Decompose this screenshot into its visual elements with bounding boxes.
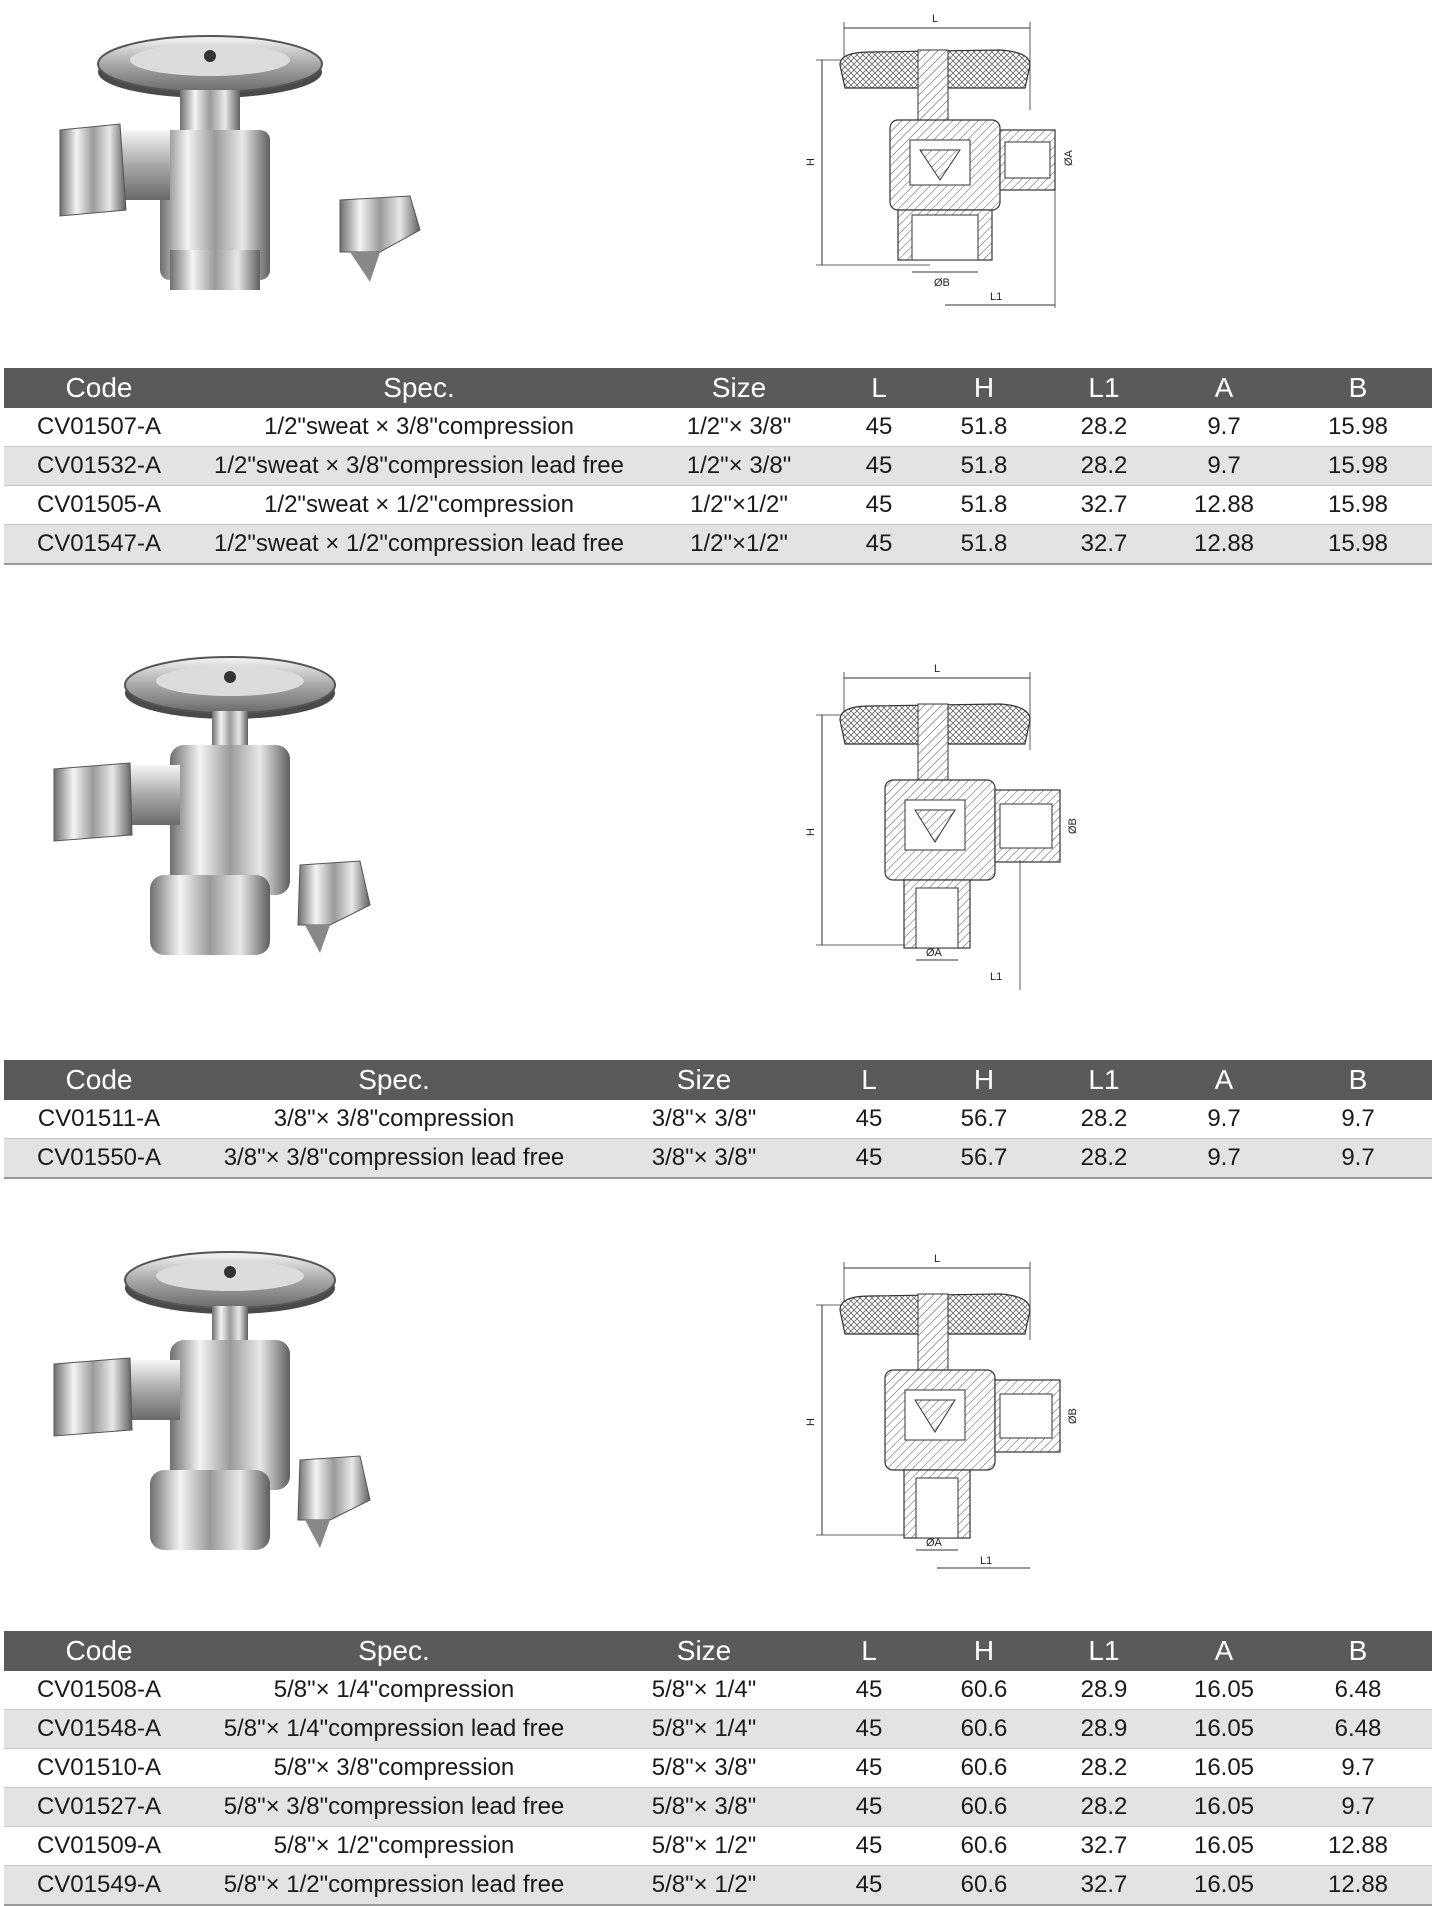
- svg-text:L: L: [934, 663, 941, 675]
- header-spec: Spec.: [194, 368, 644, 408]
- cell-b: 9.7: [1284, 1100, 1432, 1139]
- svg-text:L: L: [932, 13, 939, 25]
- header-a: A: [1164, 1631, 1284, 1671]
- svg-text:L1: L1: [990, 291, 1003, 303]
- cell-h: 51.8: [924, 486, 1044, 525]
- cell-a: 9.7: [1164, 447, 1284, 486]
- svg-text:L1: L1: [990, 971, 1003, 983]
- cell-a: 12.88: [1164, 525, 1284, 565]
- cell-l1: 28.9: [1044, 1671, 1164, 1710]
- table-row: [4, 447, 1432, 486]
- cell-l1: 32.7: [1044, 1827, 1164, 1866]
- cell-l: 45: [814, 1827, 924, 1866]
- cell-code: CV01505-A: [4, 486, 194, 525]
- cell-size: 5/8"× 3/8": [594, 1749, 814, 1788]
- cell-h: 51.8: [924, 447, 1044, 486]
- header-l: L: [814, 1631, 924, 1671]
- cell-l1: 32.7: [1044, 1866, 1164, 1906]
- table-row: [4, 1788, 1432, 1827]
- cell-size: 5/8"× 1/2": [594, 1827, 814, 1866]
- header-l: L: [834, 368, 924, 408]
- header-spec: Spec.: [194, 1060, 594, 1100]
- table-header-row: [4, 1060, 1432, 1100]
- cell-b: 15.98: [1284, 525, 1432, 565]
- product-section-1: [0, 0, 1432, 570]
- header-code: Code: [4, 1631, 194, 1671]
- cell-h: 60.6: [924, 1788, 1044, 1827]
- table-row: [4, 1827, 1432, 1866]
- svg-text:ØB: ØB: [934, 277, 950, 289]
- cell-a: 16.05: [1164, 1827, 1284, 1866]
- cell-code: CV01508-A: [4, 1671, 194, 1710]
- header-a: A: [1164, 368, 1284, 408]
- svg-text:L: L: [934, 1253, 941, 1265]
- header-b: B: [1284, 1060, 1432, 1100]
- cell-l: 45: [834, 486, 924, 525]
- cell-h: 60.6: [924, 1827, 1044, 1866]
- product-section-3: [0, 1215, 1432, 1906]
- cell-size: 3/8"× 3/8": [594, 1100, 814, 1139]
- cell-size: 1/2"× 3/8": [644, 408, 834, 447]
- cell-size: 1/2"×1/2": [644, 486, 834, 525]
- valve-photo-2: [40, 635, 440, 965]
- cell-b: 15.98: [1284, 447, 1432, 486]
- spec-table-1: [4, 368, 1432, 565]
- cell-h: 51.8: [924, 408, 1044, 447]
- cell-spec: 3/8"× 3/8"compression: [194, 1100, 594, 1139]
- table-row: [4, 1139, 1432, 1179]
- cell-h: 60.6: [924, 1710, 1044, 1749]
- table-row: [4, 1671, 1432, 1710]
- header-l1: L1: [1044, 1060, 1164, 1100]
- svg-text:ØB: ØB: [1067, 1408, 1079, 1424]
- header-h: H: [924, 1060, 1044, 1100]
- cell-l: 45: [814, 1671, 924, 1710]
- cell-code: CV01511-A: [4, 1100, 194, 1139]
- spec-table-2: [4, 1060, 1432, 1179]
- cell-l: 45: [834, 525, 924, 565]
- cell-code: CV01532-A: [4, 447, 194, 486]
- technical-drawing-3: [800, 1250, 1080, 1580]
- cell-spec: 1/2"sweat × 1/2"compression: [194, 486, 644, 525]
- table-row: [4, 1866, 1432, 1906]
- cell-spec: 5/8"× 1/4"compression: [194, 1671, 594, 1710]
- cell-a: 16.05: [1164, 1710, 1284, 1749]
- cell-b: 9.7: [1284, 1139, 1432, 1179]
- cell-code: CV01507-A: [4, 408, 194, 447]
- cell-size: 1/2"× 3/8": [644, 447, 834, 486]
- header-size: Size: [594, 1631, 814, 1671]
- cell-b: 15.98: [1284, 408, 1432, 447]
- header-h: H: [924, 1631, 1044, 1671]
- cell-l1: 28.2: [1044, 1749, 1164, 1788]
- cell-a: 9.7: [1164, 1139, 1284, 1179]
- cell-a: 16.05: [1164, 1788, 1284, 1827]
- table-row: [4, 525, 1432, 565]
- cell-b: 12.88: [1284, 1827, 1432, 1866]
- cell-spec: 5/8"× 1/4"compression lead free: [194, 1710, 594, 1749]
- cell-l1: 32.7: [1044, 486, 1164, 525]
- cell-l: 45: [814, 1749, 924, 1788]
- header-b: B: [1284, 1631, 1432, 1671]
- cell-l1: 28.2: [1044, 408, 1164, 447]
- cell-a: 16.05: [1164, 1866, 1284, 1906]
- table-header-row: [4, 368, 1432, 408]
- cell-a: 16.05: [1164, 1749, 1284, 1788]
- header-l1: L1: [1044, 1631, 1164, 1671]
- header-a: A: [1164, 1060, 1284, 1100]
- spec-table-3: [4, 1631, 1432, 1906]
- cell-spec: 5/8"× 3/8"compression lead free: [194, 1788, 594, 1827]
- cell-h: 51.8: [924, 525, 1044, 565]
- cell-l1: 28.2: [1044, 1139, 1164, 1179]
- cell-spec: 1/2"sweat × 3/8"compression lead free: [194, 447, 644, 486]
- svg-text:L1: L1: [980, 1555, 993, 1567]
- cell-l1: 28.2: [1044, 447, 1164, 486]
- cell-spec: 5/8"× 3/8"compression: [194, 1749, 594, 1788]
- table-header-row: [4, 1631, 1432, 1671]
- header-l1: L1: [1044, 368, 1164, 408]
- header-code: Code: [4, 1060, 194, 1100]
- cell-code: CV01550-A: [4, 1139, 194, 1179]
- cell-spec: 3/8"× 3/8"compression lead free: [194, 1139, 594, 1179]
- svg-text:H: H: [805, 828, 817, 836]
- cell-l: 45: [814, 1866, 924, 1906]
- cell-l1: 28.2: [1044, 1100, 1164, 1139]
- svg-text:ØA: ØA: [926, 947, 942, 959]
- svg-text:ØA: ØA: [1063, 150, 1075, 166]
- cell-size: 5/8"× 3/8": [594, 1788, 814, 1827]
- cell-spec: 1/2"sweat × 3/8"compression: [194, 408, 644, 447]
- cell-l: 45: [834, 408, 924, 447]
- table-row: [4, 1100, 1432, 1139]
- cell-h: 60.6: [924, 1749, 1044, 1788]
- cell-code: CV01547-A: [4, 525, 194, 565]
- cell-h: 56.7: [924, 1139, 1044, 1179]
- cell-b: 9.7: [1284, 1749, 1432, 1788]
- table-row: [4, 1749, 1432, 1788]
- cell-l: 45: [814, 1139, 924, 1179]
- technical-drawing-1: [800, 10, 1080, 310]
- cell-a: 9.7: [1164, 408, 1284, 447]
- cell-l: 45: [814, 1100, 924, 1139]
- cell-l: 45: [834, 447, 924, 486]
- cell-spec: 5/8"× 1/2"compression lead free: [194, 1866, 594, 1906]
- header-code: Code: [4, 368, 194, 408]
- cell-l1: 32.7: [1044, 525, 1164, 565]
- table-row: [4, 486, 1432, 525]
- cell-size: 3/8"× 3/8": [594, 1139, 814, 1179]
- header-h: H: [924, 368, 1044, 408]
- svg-text:H: H: [805, 158, 817, 166]
- cell-a: 9.7: [1164, 1100, 1284, 1139]
- header-b: B: [1284, 368, 1432, 408]
- svg-text:ØA: ØA: [926, 1537, 942, 1549]
- svg-text:H: H: [805, 1418, 817, 1426]
- cell-code: CV01548-A: [4, 1710, 194, 1749]
- cell-spec: 5/8"× 1/2"compression: [194, 1827, 594, 1866]
- valve-photo-1: [40, 20, 500, 300]
- cell-h: 60.6: [924, 1866, 1044, 1906]
- cell-size: 5/8"× 1/4": [594, 1671, 814, 1710]
- cell-code: CV01549-A: [4, 1866, 194, 1906]
- table-row: [4, 408, 1432, 447]
- header-l: L: [814, 1060, 924, 1100]
- header-size: Size: [594, 1060, 814, 1100]
- cell-l1: 28.9: [1044, 1710, 1164, 1749]
- cell-b: 15.98: [1284, 486, 1432, 525]
- cell-code: CV01510-A: [4, 1749, 194, 1788]
- valve-photo-3: [40, 1230, 440, 1560]
- cell-l: 45: [814, 1788, 924, 1827]
- cell-code: CV01509-A: [4, 1827, 194, 1866]
- cell-b: 6.48: [1284, 1671, 1432, 1710]
- product-section-2: [0, 620, 1432, 1180]
- cell-size: 5/8"× 1/2": [594, 1866, 814, 1906]
- cell-a: 16.05: [1164, 1671, 1284, 1710]
- cell-spec: 1/2"sweat × 1/2"compression lead free: [194, 525, 644, 565]
- cell-h: 56.7: [924, 1100, 1044, 1139]
- technical-drawing-2: [800, 660, 1080, 990]
- cell-size: 5/8"× 1/4": [594, 1710, 814, 1749]
- header-size: Size: [644, 368, 834, 408]
- cell-l: 45: [814, 1710, 924, 1749]
- cell-a: 12.88: [1164, 486, 1284, 525]
- cell-l1: 28.2: [1044, 1788, 1164, 1827]
- cell-b: 9.7: [1284, 1788, 1432, 1827]
- header-spec: Spec.: [194, 1631, 594, 1671]
- cell-b: 12.88: [1284, 1866, 1432, 1906]
- svg-text:ØB: ØB: [1067, 818, 1079, 834]
- cell-b: 6.48: [1284, 1710, 1432, 1749]
- cell-h: 60.6: [924, 1671, 1044, 1710]
- cell-code: CV01527-A: [4, 1788, 194, 1827]
- cell-size: 1/2"×1/2": [644, 525, 834, 565]
- table-row: [4, 1710, 1432, 1749]
